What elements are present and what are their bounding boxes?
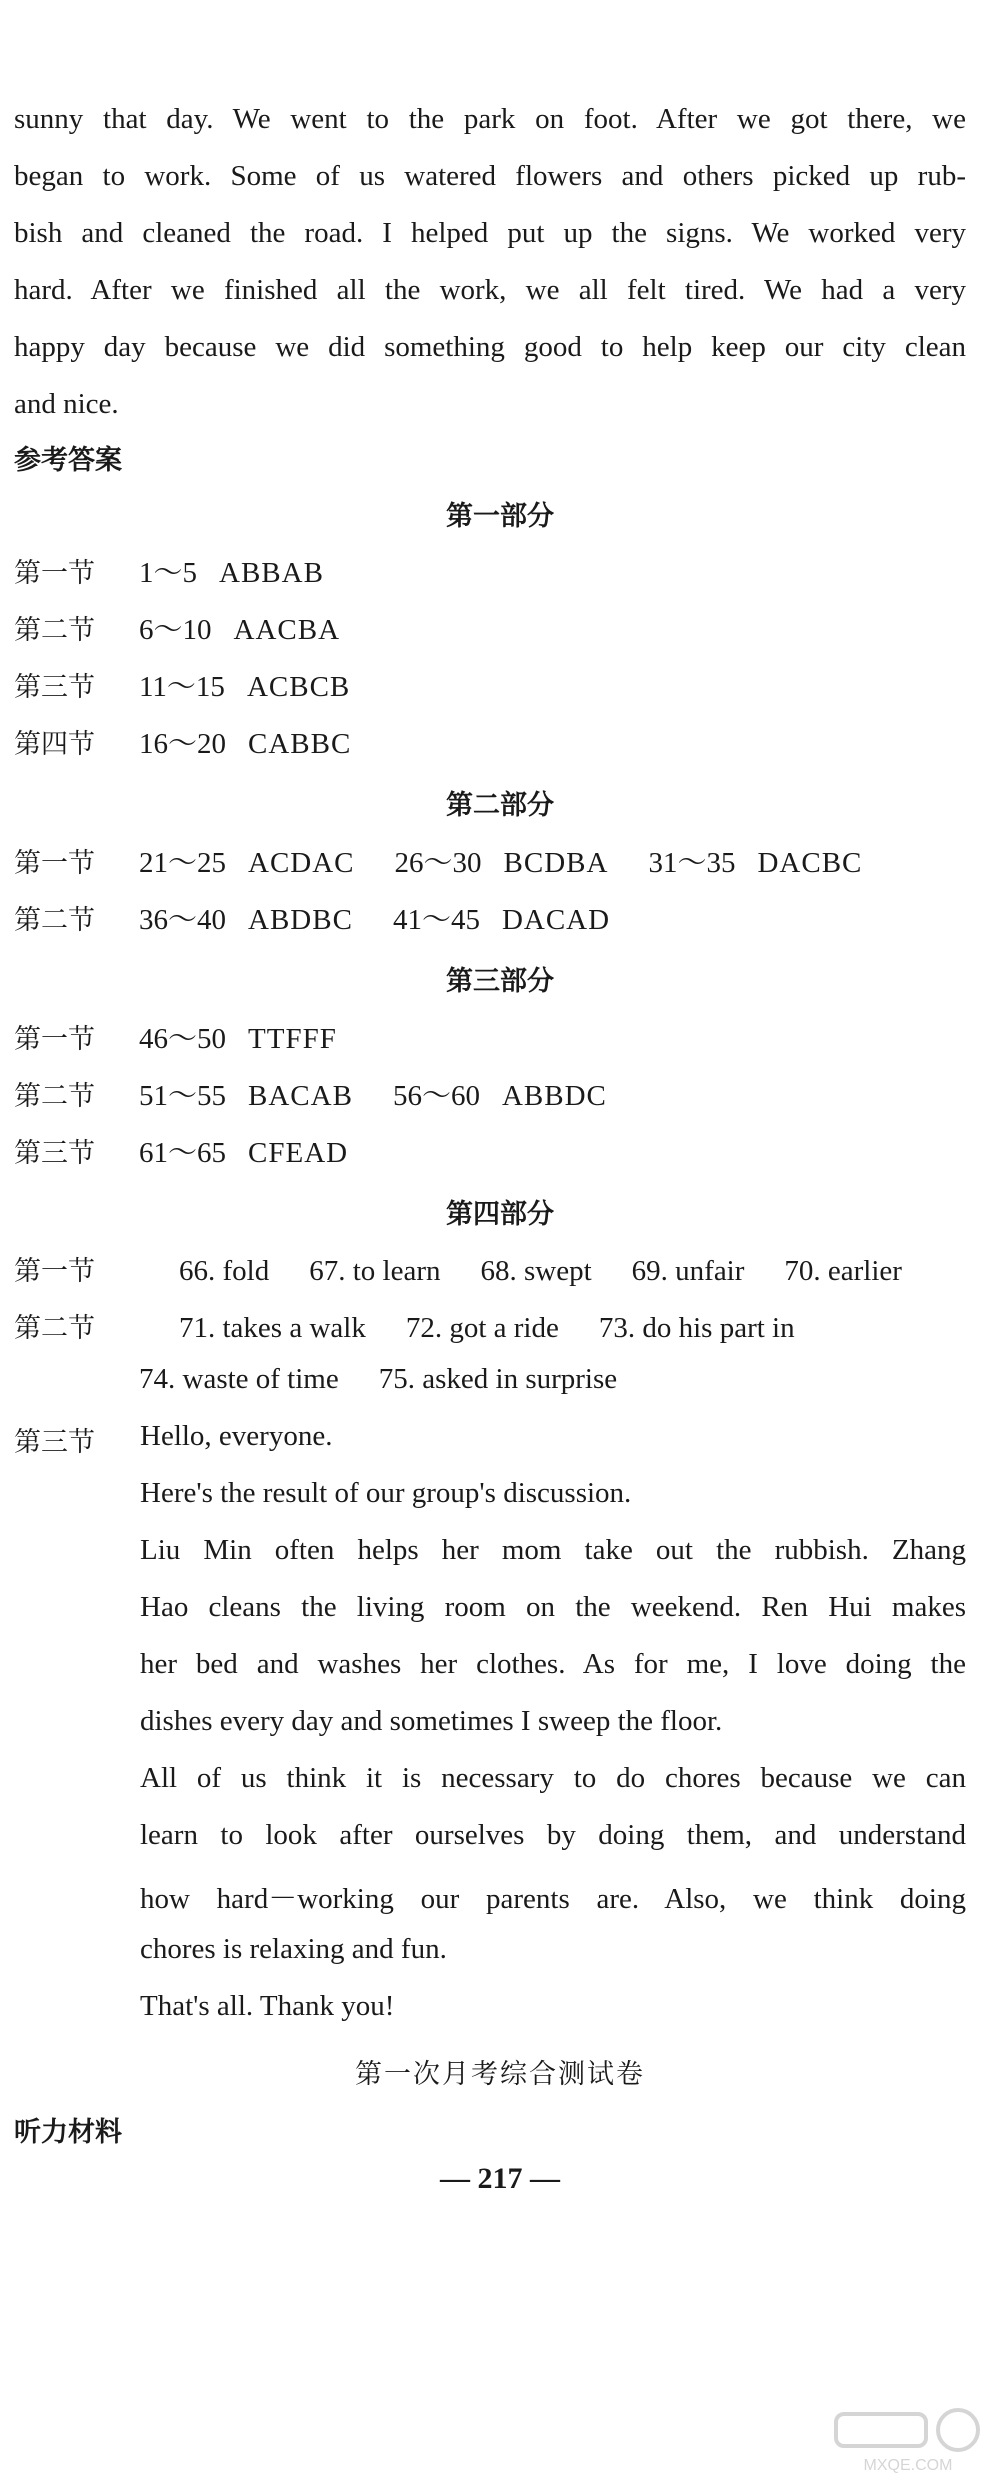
fill-answer: 67. to learn [309,1255,441,1287]
part-title: 第二部分 [446,790,554,821]
page-number-dash-right: — [522,2162,560,2195]
letter-line: learn to look after ourselves by doing them, and understand [140,1819,966,1851]
fill-answer: 66. fold [179,1255,270,1287]
watermark-text: MXQE.COM [863,2457,953,2474]
answer-letters: AACBA [233,614,341,646]
answer-row [14,1249,942,1288]
section-label: 第三节 [14,1138,95,1169]
page-number-value: 217 [477,2162,523,2195]
section-label: 第三节 [14,1427,95,1458]
answer-letters: BCDBA [503,847,609,879]
question-range: 61～65 [139,1137,227,1169]
answer-letters: TTFFF [248,1023,337,1055]
essay-line: happy day because we did something good to help keep our city clean [14,331,966,363]
section-label: 第四节 [14,729,95,760]
answer-letters: CFEAD [248,1137,349,1169]
essay-line: and nice. [14,388,119,420]
watermark-frame [836,2414,926,2446]
question-range: 41～45 [392,904,480,936]
exam-title: 第一次月考综合测试卷 [355,2059,645,2090]
question-range: 26～30 [394,847,482,879]
section-label: 第三节 [14,672,95,703]
question-range: 56～60 [392,1080,480,1112]
section-label: 第一节 [14,1024,95,1055]
fill-answer: 73. do his part in [598,1312,795,1344]
answer-row [14,550,364,591]
letter-line: Here's the result of our group's discussion. [140,1477,632,1509]
fill-answer: 70. earlier [784,1255,902,1287]
fill-answer: 74. waste of time [139,1363,339,1395]
answer-row [139,1363,657,1396]
section-label: 第二节 [14,615,95,646]
letter-line: Liu Min often helps her mom take out the rubbish. Zhang [140,1534,966,1566]
section-label: 第一节 [14,848,95,879]
part-title: 第四部分 [446,1199,554,1230]
answer-letters: ABDBC [248,904,353,936]
question-range: 21～25 [139,847,227,879]
answer-letters: CABBC [248,728,352,760]
answer-row [14,1016,377,1057]
answer-row [14,1306,835,1345]
listening-heading: 听力材料 [14,2117,122,2148]
answer-letters: ABBAB [219,557,324,589]
answer-row [14,897,650,938]
section-label: 第一节 [14,1256,95,1287]
essay-line: sunny that day. We went to the park on foot. After we got there, we [14,103,966,135]
letter-line: dishes every day and sometimes I sweep the floor. [140,1705,723,1737]
answer-row [14,607,380,648]
question-range: 6～10 [139,614,212,646]
fill-answer: 75. asked in surprise [378,1363,618,1395]
section-label: 第一节 [14,558,95,589]
answer-letters: ACDAC [248,847,355,879]
answer-key-heading: 参考答案 [14,445,122,476]
fill-answer: 72. got a ride [405,1312,559,1344]
question-range: 51～55 [139,1080,227,1112]
fill-answer: 68. swept [480,1255,592,1287]
watermark-circle [938,2410,978,2450]
letter-line: how hard－working our parents are. Also, we think doing [140,1883,966,1915]
answer-letters: ABBDC [501,1080,607,1112]
answer-row [14,1420,139,1459]
letter-line: chores is relaxing and fun. [140,1933,447,1965]
letter-line: her bed and washes her clothes. As for me, I love doing the [140,1648,966,1680]
answer-row [14,721,391,762]
letter-line: That's all. Thank you! [140,1990,395,2022]
section-label: 第二节 [14,1081,95,1112]
answer-row [14,664,390,705]
essay-line: hard. After we finished all the work, we all felt tired. We had a very [14,274,966,306]
watermark-logo [828,2404,988,2476]
essay-line: began to work. Some of us watered flowers and others picked up rub- [14,160,966,192]
letter-line: Hao cleans the living room on the weekend. Ren Hui makes [140,1591,966,1623]
answer-letters: ACBCB [246,671,351,703]
fill-answer: 71. takes a walk [179,1312,366,1344]
page-number [0,2162,1000,2196]
letter-line: All of us think it is necessary to do chores because we can [140,1762,966,1794]
question-range: 11～15 [139,671,225,703]
answer-row [14,1073,647,1114]
answer-row [14,1130,388,1171]
essay-line: bish and cleaned the road. I helped put up the signs. We worked very [14,217,966,249]
answer-letters: DACBC [757,847,863,879]
question-range: 46～50 [139,1023,227,1055]
question-range: 36～40 [139,904,227,936]
section-label: 第二节 [14,1313,95,1344]
answer-row [14,840,902,881]
question-range: 16～20 [139,728,227,760]
part-title: 第一部分 [446,501,554,532]
part-title: 第三部分 [446,966,554,997]
answer-letters: BACAB [248,1080,353,1112]
fill-answer: 69. unfair [631,1255,745,1287]
page-number-dash-left: — [440,2162,478,2195]
letter-line: Hello, everyone. [140,1420,333,1452]
section-label: 第二节 [14,905,95,936]
question-range: 1～5 [139,557,198,589]
question-range: 31～35 [648,847,736,879]
answer-letters: DACAD [501,904,611,936]
